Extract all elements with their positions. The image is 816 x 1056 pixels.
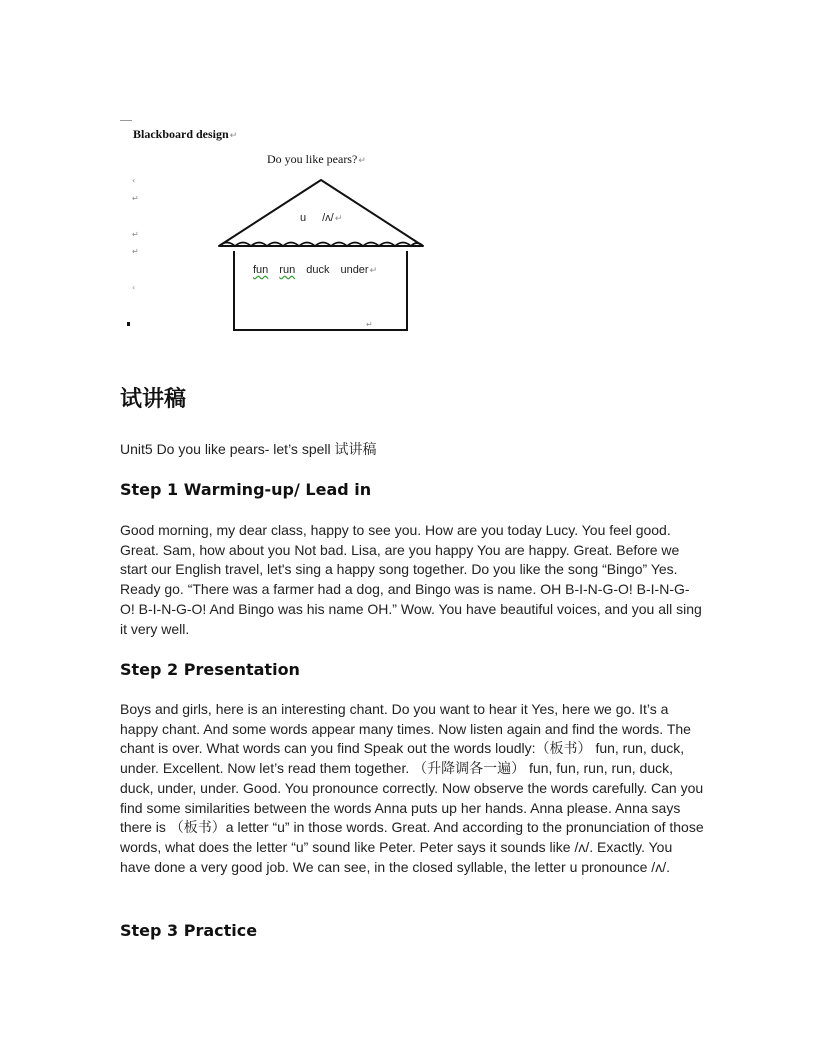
line-marks bbox=[132, 176, 142, 326]
section-heading-step1: Step 1 Warming-up/ Lead in bbox=[120, 480, 372, 499]
section-paragraph-step2: Boys and girls, here is an interesting chant. Do you want to hear it Yes, here we go. It’s a happy chant. And some words appear many times. Now listen again and find the words. The chant is over. What words can you find Speak out the words loudly:（板书） fun, run, duck, under. Excellent. Now let’s read them together. （升降调各一遍） fun, fun, run, run, duck, duck, under, under. Good. You pronounce correctly. Now observe the words carefully. Can you find some similarities between the words Anna puts up her hands. Anna please. Anna says there is （板书）a letter “u” in those words. Great. And according to the pronunciation of those words, what does the letter “u” sound like Peter. Peter says it sounds like /ʌ/. Exactly. You have done a very good job. We can see, in the closed syllable, the letter u pronounce /ʌ/. bbox=[120, 701, 704, 875]
word-item: under bbox=[340, 264, 369, 276]
blackboard-title bbox=[267, 152, 366, 167]
document-title: 试讲稿 bbox=[120, 387, 187, 412]
document-subtitle: Unit5 Do you like pears- let’s spell 试讲稿 bbox=[120, 441, 377, 457]
word-list bbox=[253, 264, 388, 276]
section-paragraph-step1: Good morning, my dear class, happy to see you. How are you today Lucy. You feel good. Great. Sam, how about you Not bad. Lisa, are you happy You are happy. Great. Before we start our English travel, let's sing a happy song together. Do you like the song “Bingo” Yes. Ready go. “There was a farmer had a dog, and Bingo was is name. OH B-I-N-G-O! B-I-N-G-O! B-I-N-G-O! And Bingo was his name OH.” Wow. You have beautiful voices, and you all sing it very well. bbox=[120, 522, 702, 637]
blackboard-heading-text: Blackboard design bbox=[133, 127, 229, 141]
word-item: duck bbox=[306, 264, 330, 276]
blackboard-heading bbox=[133, 127, 237, 142]
word-item: run bbox=[279, 264, 296, 276]
section-heading-step3: Step 3 Practice bbox=[120, 921, 258, 940]
return-mark: ↵ bbox=[369, 265, 378, 275]
return-mark: ↵ bbox=[358, 155, 366, 165]
word-item: fun bbox=[253, 264, 269, 276]
letter-sound bbox=[300, 212, 342, 224]
phonetic-symbol: /ʌ/ bbox=[322, 212, 334, 224]
blackboard-diagram bbox=[196, 150, 440, 344]
line-mark: ‹ bbox=[132, 176, 136, 185]
section-heading-step2: Step 2 Presentation bbox=[120, 660, 300, 679]
return-mark: ↵ bbox=[334, 213, 343, 223]
line-mark: ‹ bbox=[132, 283, 136, 292]
return-mark: ↵ bbox=[229, 130, 238, 140]
list-bullet bbox=[127, 322, 130, 326]
line-mark: ↵ bbox=[132, 230, 139, 239]
header-rule bbox=[120, 120, 132, 121]
blackboard-title-text: Do you like pears? bbox=[267, 152, 358, 166]
house-drawing bbox=[196, 150, 440, 344]
letter-u: u bbox=[300, 212, 307, 224]
return-mark: ↵ bbox=[366, 320, 373, 329]
line-mark: ↵ bbox=[132, 247, 139, 256]
line-mark: ↵ bbox=[132, 194, 139, 203]
